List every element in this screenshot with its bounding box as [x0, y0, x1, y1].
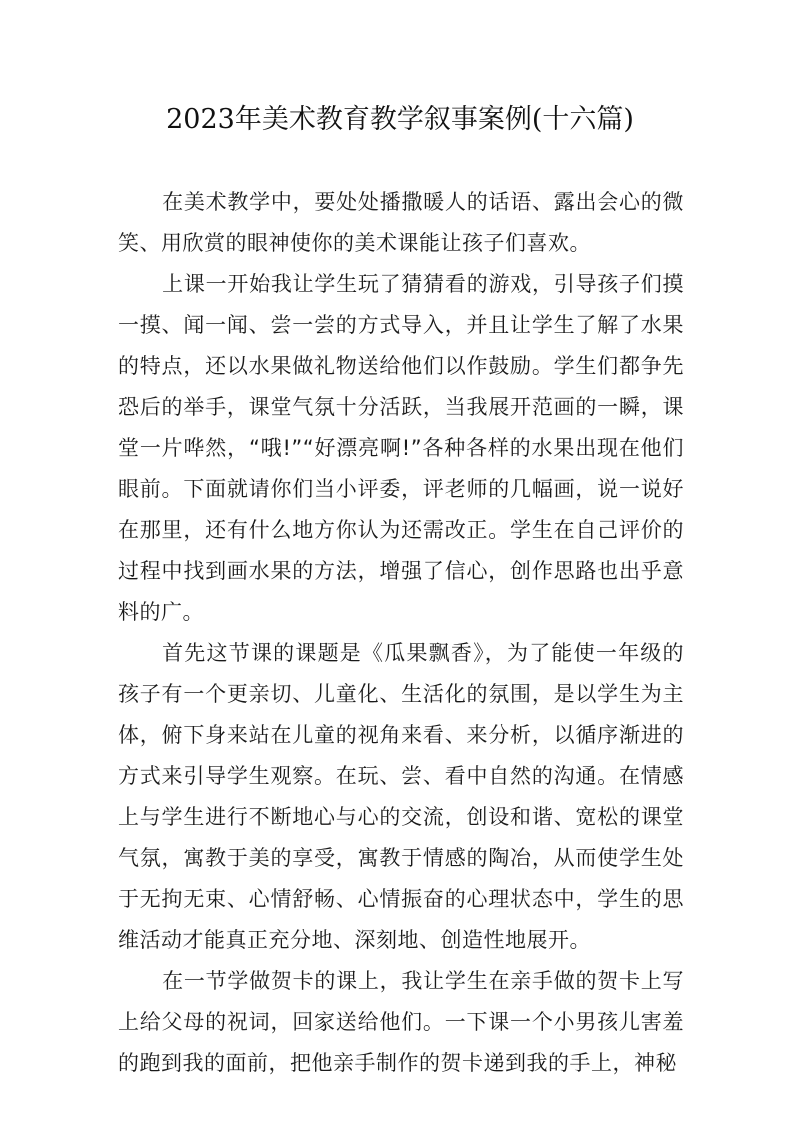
document-title: 2023年美术教育教学叙事案例(十六篇)	[166, 104, 634, 135]
paragraph: 首先这节课的课题是《瓜果飘香》，为了能使一年级的孩子有一个更亲切、儿童化、生活化的氛围，是以学生为主体，俯下身来站在儿童的视角来看、来分析，以循序渐进的方式来引导学生观察。在玩、尝、看中自然的沟通。在情感上与学生进行不断地心与心的交流，创设和谐、宽松的课堂气氛，寓教于美的享受，寓教于情感的陶冶，从而使学生处于无拘无束、心情舒畅、心情振奋的心理状态中，学生的思维活动才能真正充分地、深刻地、创造性地展开。	[118, 641, 684, 952]
paragraph: 上课一开始我让学生玩了猜猜看的游戏，引导孩子们摸一摸、闻一闻、尝一尝的方式导入，并且让学生了解了水果的特点，还以水果做礼物送给他们以作鼓励。学生们都争先恐后的举手，课堂气氛十分活跃，当我展开范画的一瞬，课堂一片哗然，“哦!”“好漂亮啊!”各种各样的水果出现在他们眼前。下面就请你们当小评委，评老师的几幅画，说一说好在那里，还有什么地方你认为还需改正。学生在自己评价的过程中找到画水果的方法，增强了信心，创作思路也出乎意料的广。	[118, 272, 684, 624]
document-body	[118, 182, 684, 1084]
paragraph: 在一节学做贺卡的课上，我让学生在亲手做的贺卡上写上给父母的祝词，回家送给他们。一下课一个小男孩儿害羞的跑到我的面前，把他亲手制作的贺卡递到我的手上，神秘	[118, 969, 684, 1075]
paragraph: 在美术教学中，要处处播撒暖人的话语、露出会心的微笑、用欣赏的眼神使你的美术课能让孩子们喜欢。	[118, 190, 684, 255]
